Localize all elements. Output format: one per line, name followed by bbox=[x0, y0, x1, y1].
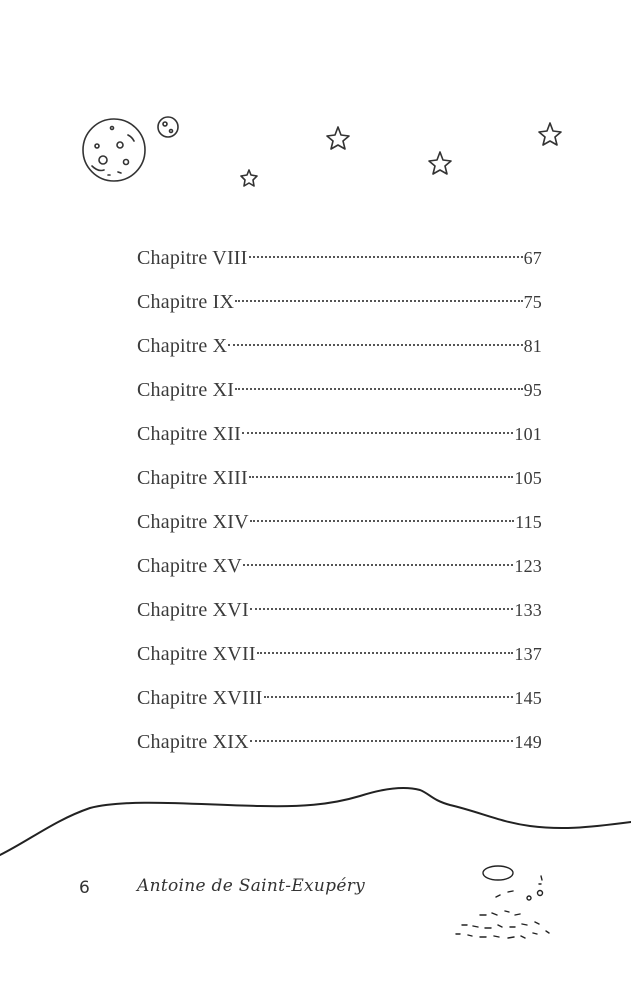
toc-entry-title: Chapitre X bbox=[137, 335, 228, 357]
toc-entry-title: Chapitre XVI bbox=[137, 599, 249, 621]
toc-entry-page-number: 75 bbox=[523, 292, 542, 312]
toc-entry bbox=[137, 456, 542, 500]
toc-entry-page-number: 149 bbox=[514, 732, 542, 752]
small-planet-icon bbox=[158, 117, 178, 137]
toc-dot-leader bbox=[264, 696, 514, 698]
toc-dot-leader bbox=[235, 300, 522, 302]
table-of-contents bbox=[137, 236, 542, 764]
toc-entry bbox=[137, 632, 542, 676]
moon-icon bbox=[83, 119, 145, 181]
toc-entry-title: Chapitre XVIII bbox=[137, 687, 263, 709]
toc-dot-leader bbox=[235, 388, 522, 390]
toc-entry bbox=[137, 280, 542, 324]
toc-entry-title: Chapitre XII bbox=[137, 423, 242, 445]
toc-entry-page-number: 115 bbox=[515, 512, 542, 532]
toc-entry-page-number: 123 bbox=[514, 556, 542, 576]
toc-entry-page-number: 145 bbox=[514, 688, 542, 708]
toc-entry-title: Chapitre XVII bbox=[137, 643, 256, 665]
toc-dot-leader bbox=[257, 652, 514, 654]
sky-illustration bbox=[0, 0, 631, 220]
toc-entry-page-number: 101 bbox=[514, 424, 542, 444]
toc-entry bbox=[137, 236, 542, 280]
running-footer-author: Antoine de Saint-Exupéry bbox=[137, 876, 366, 896]
page-number: 6 bbox=[79, 878, 90, 898]
toc-dot-leader bbox=[250, 608, 514, 610]
toc-entry bbox=[137, 720, 542, 764]
toc-entry-title: Chapitre IX bbox=[137, 291, 235, 313]
toc-entry-page-number: 105 bbox=[514, 468, 542, 488]
toc-entry-title: Chapitre XIV bbox=[137, 511, 249, 533]
hill-line bbox=[0, 788, 631, 855]
star-icon bbox=[429, 152, 451, 174]
toc-entry bbox=[137, 676, 542, 720]
star-icon bbox=[241, 170, 257, 186]
toc-dot-leader bbox=[242, 432, 513, 434]
toc-dot-leader bbox=[249, 256, 523, 258]
rocks-icon bbox=[456, 866, 549, 938]
toc-entry-page-number: 95 bbox=[523, 380, 542, 400]
toc-entry-page-number: 137 bbox=[514, 644, 542, 664]
toc-dot-leader bbox=[249, 476, 513, 478]
toc-dot-leader bbox=[228, 344, 522, 346]
toc-entry bbox=[137, 368, 542, 412]
toc-entry-title: Chapitre XIII bbox=[137, 467, 248, 489]
toc-entry-title: Chapitre XV bbox=[137, 555, 242, 577]
toc-dot-leader bbox=[243, 564, 513, 566]
toc-entry bbox=[137, 412, 542, 456]
toc-entry-page-number: 133 bbox=[514, 600, 542, 620]
toc-entry-title: Chapitre VIII bbox=[137, 247, 248, 269]
toc-entry bbox=[137, 500, 542, 544]
toc-entry bbox=[137, 588, 542, 632]
star-icon bbox=[327, 127, 349, 149]
toc-dot-leader bbox=[250, 740, 514, 742]
toc-entry-page-number: 67 bbox=[523, 248, 542, 268]
toc-entry-title: Chapitre XI bbox=[137, 379, 235, 401]
toc-entry bbox=[137, 544, 542, 588]
toc-entry bbox=[137, 324, 542, 368]
star-icon bbox=[539, 123, 561, 145]
toc-entry-title: Chapitre XIX bbox=[137, 731, 249, 753]
toc-dot-leader bbox=[250, 520, 514, 522]
toc-entry-page-number: 81 bbox=[523, 336, 542, 356]
